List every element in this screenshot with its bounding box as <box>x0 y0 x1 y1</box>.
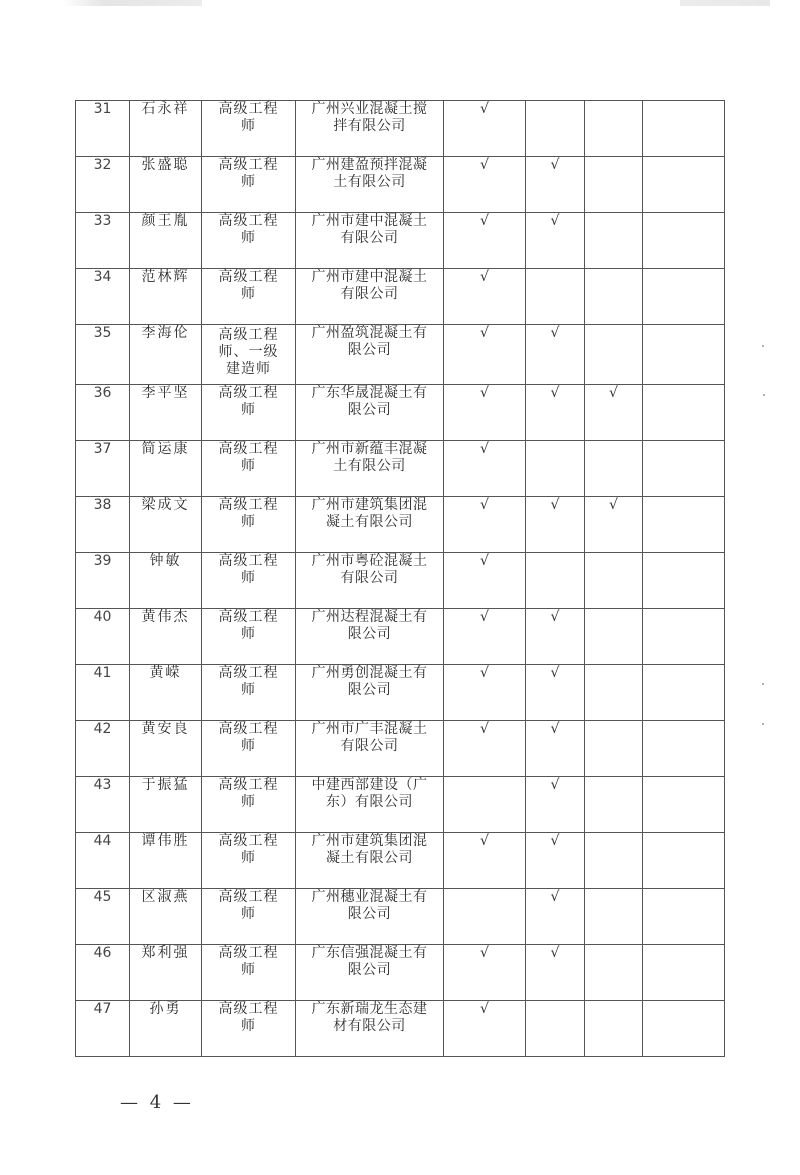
check-cell-1: √ <box>444 441 526 497</box>
organization-name <box>296 325 444 385</box>
check-cell-1 <box>444 889 526 945</box>
professional-title <box>202 385 296 441</box>
row-number: 44 <box>76 833 130 889</box>
empty-cell <box>643 833 725 889</box>
professional-title <box>202 1001 296 1057</box>
check-cell-3: √ <box>585 497 643 553</box>
professional-title-text: 高级工程师 <box>218 665 279 698</box>
table-row <box>76 213 725 269</box>
organization-name <box>296 833 444 889</box>
table-row <box>76 101 725 157</box>
personnel-table <box>75 100 725 1057</box>
table-row <box>76 945 725 1001</box>
check-cell-1: √ <box>444 1001 526 1057</box>
table-row <box>76 157 725 213</box>
empty-cell <box>643 609 725 665</box>
row-number: 33 <box>76 213 130 269</box>
empty-cell <box>643 1001 725 1057</box>
person-name: 梁成文 <box>130 497 202 553</box>
professional-title <box>202 497 296 553</box>
organization-name <box>296 497 444 553</box>
organization-name <box>296 441 444 497</box>
table-row <box>76 721 725 777</box>
table-row <box>76 269 725 325</box>
check-cell-3 <box>585 325 643 385</box>
organization-name <box>296 889 444 945</box>
professional-title-text: 高级工程师 <box>218 721 279 754</box>
table-row <box>76 497 725 553</box>
person-name: 孙勇 <box>130 1001 202 1057</box>
professional-title <box>202 945 296 1001</box>
scan-edge-mark <box>680 0 770 6</box>
professional-title-text: 高级工程师 <box>218 1001 279 1034</box>
check-cell-3 <box>585 833 643 889</box>
organization-name-text: 广州市粤砼混凝土有限公司 <box>311 553 428 586</box>
professional-title-text: 高级工程师 <box>218 553 279 586</box>
empty-cell <box>643 213 725 269</box>
check-cell-3 <box>585 157 643 213</box>
person-name: 郑利强 <box>130 945 202 1001</box>
person-name: 黄伟杰 <box>130 609 202 665</box>
empty-cell <box>643 269 725 325</box>
row-number: 39 <box>76 553 130 609</box>
check-cell-2: √ <box>526 213 585 269</box>
scan-speck <box>762 345 764 347</box>
organization-name-text: 广州市新蕴丰混凝土有限公司 <box>311 441 428 474</box>
check-cell-2: √ <box>526 325 585 385</box>
check-cell-1: √ <box>444 721 526 777</box>
empty-cell <box>643 157 725 213</box>
check-cell-1: √ <box>444 665 526 721</box>
empty-cell <box>643 385 725 441</box>
table-row <box>76 609 725 665</box>
organization-name-text: 广州盈筑混凝土有限公司 <box>311 325 428 358</box>
check-cell-3: √ <box>585 385 643 441</box>
check-cell-3 <box>585 269 643 325</box>
organization-name <box>296 553 444 609</box>
check-cell-1: √ <box>444 945 526 1001</box>
check-cell-3 <box>585 777 643 833</box>
empty-cell <box>643 721 725 777</box>
row-number: 31 <box>76 101 130 157</box>
row-number: 35 <box>76 325 130 385</box>
check-cell-1: √ <box>444 325 526 385</box>
empty-cell <box>643 665 725 721</box>
organization-name <box>296 609 444 665</box>
row-number: 42 <box>76 721 130 777</box>
check-cell-2: √ <box>526 889 585 945</box>
professional-title-text: 高级工程师 <box>218 497 279 530</box>
check-cell-1: √ <box>444 269 526 325</box>
scan-speck <box>763 394 765 396</box>
check-cell-2: √ <box>526 833 585 889</box>
empty-cell <box>643 325 725 385</box>
professional-title-text: 高级工程师 <box>218 269 279 302</box>
organization-name <box>296 213 444 269</box>
check-cell-3 <box>585 213 643 269</box>
professional-title-text: 高级工程师、一级建造师 <box>218 327 279 377</box>
professional-title-text: 高级工程师 <box>218 385 279 418</box>
check-cell-2 <box>526 1001 585 1057</box>
organization-name-text: 广州市建筑集团混凝土有限公司 <box>311 497 428 530</box>
organization-name <box>296 665 444 721</box>
check-cell-1: √ <box>444 385 526 441</box>
professional-title <box>202 777 296 833</box>
check-cell-2: √ <box>526 945 585 1001</box>
row-number: 38 <box>76 497 130 553</box>
check-cell-3 <box>585 889 643 945</box>
professional-title-text: 高级工程师 <box>218 889 279 922</box>
table-row <box>76 777 725 833</box>
check-cell-1: √ <box>444 213 526 269</box>
check-cell-2: √ <box>526 157 585 213</box>
check-cell-1: √ <box>444 833 526 889</box>
scan-edge-mark <box>62 0 202 6</box>
empty-cell <box>643 553 725 609</box>
check-cell-3 <box>585 1001 643 1057</box>
row-number: 32 <box>76 157 130 213</box>
person-name: 钟敏 <box>130 553 202 609</box>
organization-name <box>296 945 444 1001</box>
person-name: 李平坚 <box>130 385 202 441</box>
person-name: 黄嵘 <box>130 665 202 721</box>
professional-title <box>202 553 296 609</box>
check-cell-3 <box>585 665 643 721</box>
professional-title-text: 高级工程师 <box>218 213 279 246</box>
empty-cell <box>643 777 725 833</box>
person-name: 黄安良 <box>130 721 202 777</box>
organization-name-text: 广州市建筑集团混凝土有限公司 <box>311 833 428 866</box>
check-cell-3 <box>585 101 643 157</box>
table-row <box>76 553 725 609</box>
row-number: 47 <box>76 1001 130 1057</box>
organization-name <box>296 269 444 325</box>
row-number: 41 <box>76 665 130 721</box>
professional-title-text: 高级工程师 <box>218 945 279 978</box>
scan-speck <box>762 683 764 685</box>
organization-name-text: 广州市广丰混凝土有限公司 <box>311 721 428 754</box>
person-name: 李海伦 <box>130 325 202 385</box>
row-number: 46 <box>76 945 130 1001</box>
table-body <box>76 101 725 1057</box>
check-cell-2: √ <box>526 665 585 721</box>
person-name: 范林辉 <box>130 269 202 325</box>
check-cell-2 <box>526 101 585 157</box>
check-cell-3 <box>585 609 643 665</box>
page-number: — 4 — <box>120 1092 194 1113</box>
professional-title <box>202 833 296 889</box>
organization-name-text: 广州勇创混凝土有限公司 <box>311 665 428 698</box>
person-name: 颜王胤 <box>130 213 202 269</box>
organization-name <box>296 1001 444 1057</box>
check-cell-3 <box>585 441 643 497</box>
row-number: 43 <box>76 777 130 833</box>
check-cell-2: √ <box>526 609 585 665</box>
check-cell-1: √ <box>444 497 526 553</box>
check-cell-1: √ <box>444 157 526 213</box>
professional-title-text: 高级工程师 <box>218 609 279 642</box>
professional-title <box>202 269 296 325</box>
check-cell-2: √ <box>526 721 585 777</box>
empty-cell <box>643 101 725 157</box>
professional-title-text: 高级工程师 <box>218 157 279 190</box>
organization-name-text: 广州市建中混凝土有限公司 <box>311 213 428 246</box>
professional-title <box>202 665 296 721</box>
check-cell-2: √ <box>526 497 585 553</box>
person-name: 谭伟胜 <box>130 833 202 889</box>
check-cell-2: √ <box>526 385 585 441</box>
check-cell-1: √ <box>444 553 526 609</box>
organization-name <box>296 101 444 157</box>
professional-title <box>202 721 296 777</box>
check-cell-1: √ <box>444 101 526 157</box>
table-row <box>76 1001 725 1057</box>
table-row <box>76 889 725 945</box>
check-cell-3 <box>585 721 643 777</box>
organization-name-text: 中建西部建设（广东）有限公司 <box>311 777 428 810</box>
organization-name-text: 广东新瑞龙生态建材有限公司 <box>311 1001 428 1034</box>
empty-cell <box>643 945 725 1001</box>
scan-speck <box>762 723 764 725</box>
organization-name-text: 广州兴业混凝土搅拌有限公司 <box>311 101 428 134</box>
check-cell-2 <box>526 269 585 325</box>
table-row <box>76 385 725 441</box>
organization-name <box>296 157 444 213</box>
row-number: 37 <box>76 441 130 497</box>
professional-title <box>202 889 296 945</box>
person-name: 简运康 <box>130 441 202 497</box>
person-name: 于振猛 <box>130 777 202 833</box>
professional-title <box>202 101 296 157</box>
table-row <box>76 665 725 721</box>
person-name: 张盛聪 <box>130 157 202 213</box>
organization-name-text: 广州达程混凝土有限公司 <box>311 609 428 642</box>
row-number: 45 <box>76 889 130 945</box>
check-cell-3 <box>585 553 643 609</box>
check-cell-3 <box>585 945 643 1001</box>
professional-title <box>202 325 296 385</box>
check-cell-2 <box>526 553 585 609</box>
check-cell-1 <box>444 777 526 833</box>
row-number: 34 <box>76 269 130 325</box>
professional-title-text: 高级工程师 <box>218 101 279 134</box>
organization-name-text: 广州穗业混凝土有限公司 <box>311 889 428 922</box>
organization-name-text: 广东信强混凝土有限公司 <box>311 945 428 978</box>
empty-cell <box>643 889 725 945</box>
row-number: 40 <box>76 609 130 665</box>
professional-title <box>202 157 296 213</box>
check-cell-1: √ <box>444 609 526 665</box>
check-cell-2 <box>526 441 585 497</box>
person-name: 石永祥 <box>130 101 202 157</box>
organization-name-text: 广州市建中混凝土有限公司 <box>311 269 428 302</box>
table-row <box>76 833 725 889</box>
organization-name <box>296 777 444 833</box>
professional-title <box>202 609 296 665</box>
professional-title <box>202 441 296 497</box>
empty-cell <box>643 441 725 497</box>
row-number: 36 <box>76 385 130 441</box>
professional-title-text: 高级工程师 <box>218 441 279 474</box>
organization-name <box>296 385 444 441</box>
table-row <box>76 441 725 497</box>
empty-cell <box>643 497 725 553</box>
table-row <box>76 325 725 385</box>
organization-name-text: 广东华晟混凝土有限公司 <box>311 385 428 418</box>
professional-title-text: 高级工程师 <box>218 833 279 866</box>
organization-name <box>296 721 444 777</box>
organization-name-text: 广州建盈预拌混凝土有限公司 <box>311 157 428 190</box>
professional-title <box>202 213 296 269</box>
professional-title-text: 高级工程师 <box>218 777 279 810</box>
check-cell-2: √ <box>526 777 585 833</box>
person-name: 区淑燕 <box>130 889 202 945</box>
